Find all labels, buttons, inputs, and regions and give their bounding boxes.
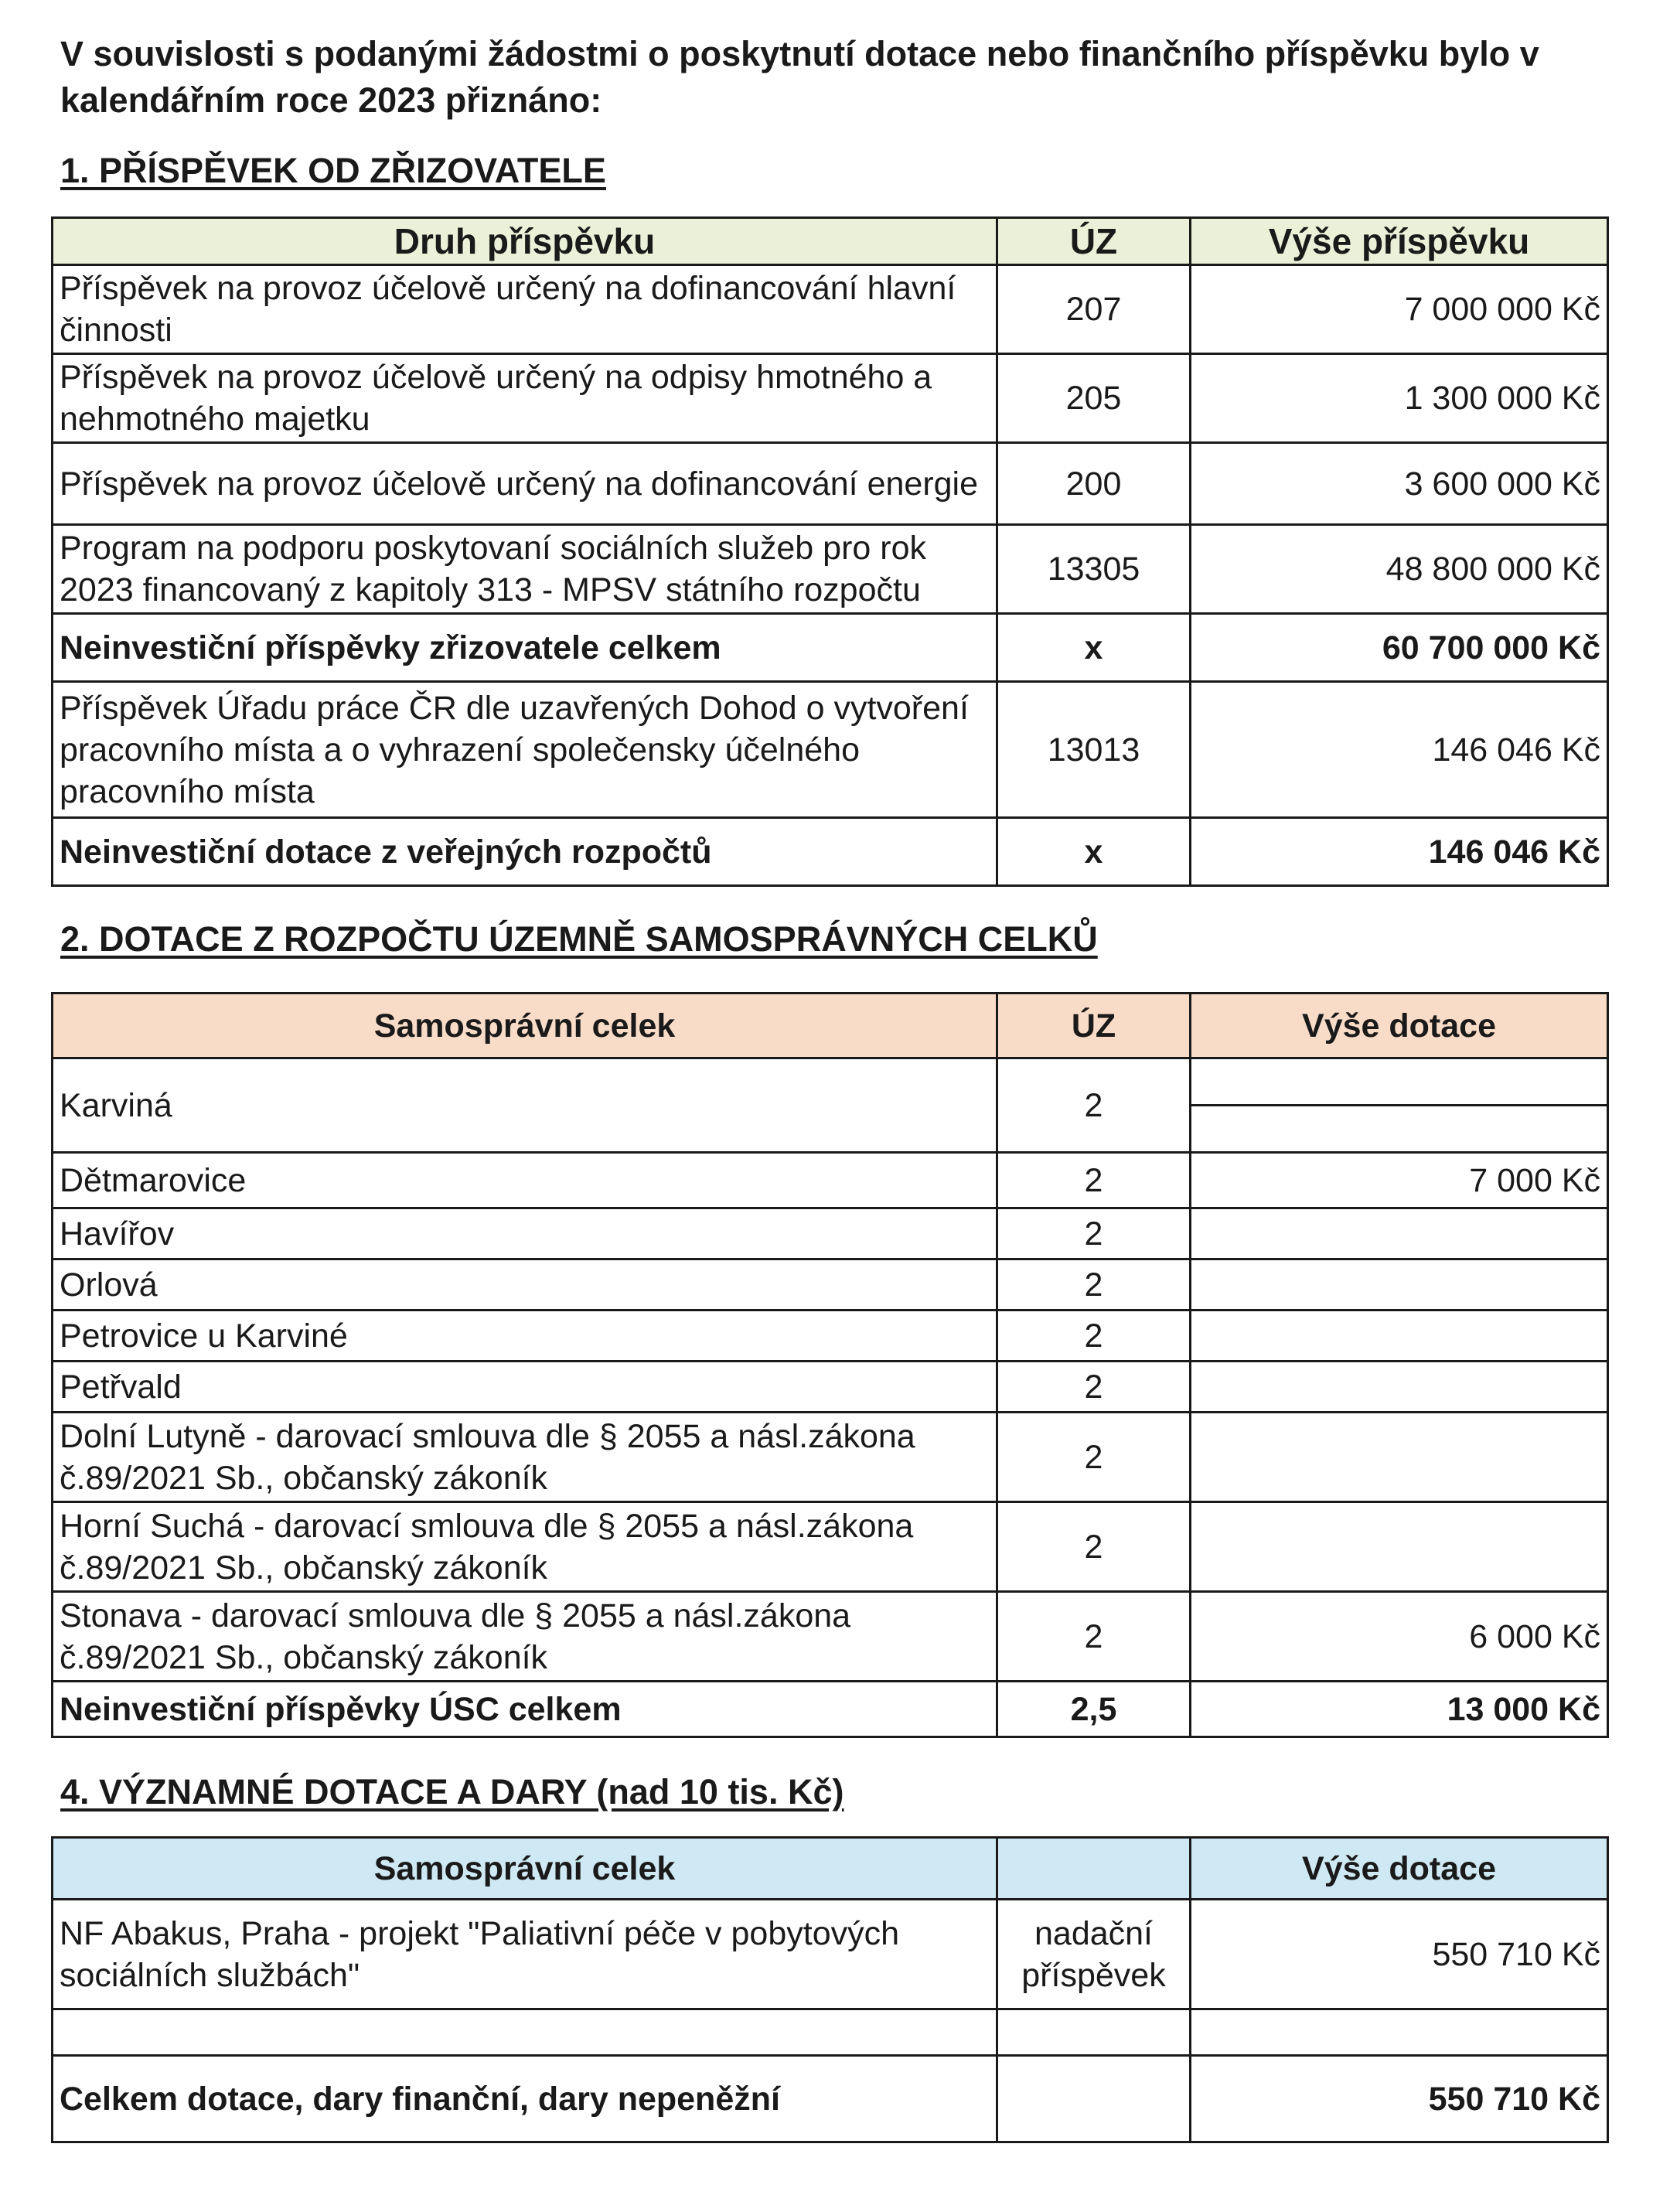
table-row xyxy=(53,1259,1608,1310)
table-row xyxy=(53,443,1608,525)
row-uz: 2 xyxy=(997,1058,1191,1153)
row-label: NF Abakus, Praha - projekt "Paliativní péče v pobytových sociálních službách" xyxy=(53,1900,997,2009)
row-uz: 2 xyxy=(997,1208,1191,1259)
column-header-type xyxy=(997,1838,1191,1900)
row-amount: 3 600 000 Kč xyxy=(1191,443,1608,525)
row-amount: 7 000 Kč xyxy=(1191,1153,1608,1208)
contributions-table xyxy=(51,216,1609,887)
table-row xyxy=(53,1058,1608,1153)
total-label: Neinvestiční dotace z veřejných rozpočtů xyxy=(53,818,997,886)
column-header-type: Druh příspěvku xyxy=(53,218,997,265)
row-amount: 146 046 Kč xyxy=(1191,682,1608,818)
table-row xyxy=(53,1208,1608,1259)
column-header-amount: Výše příspěvku xyxy=(1191,218,1608,265)
row-amount xyxy=(1191,1362,1608,1413)
row-label xyxy=(53,2009,997,2056)
section2-title: 2. DOTACE Z ROZPOČTU ÚZEMNĚ SAMOSPRÁVNÝCH CELKŮ xyxy=(60,919,1098,959)
section4-title: 4. VÝZNAMNÉ DOTACE A DARY (nad 10 tis. Kč) xyxy=(60,1772,844,1812)
significant-grants-table xyxy=(51,1836,1609,2143)
row-label: Dětmarovice xyxy=(53,1153,997,1208)
total-row xyxy=(53,1682,1608,1737)
row-uz: 2 xyxy=(997,1362,1191,1413)
row-amount xyxy=(1191,1208,1608,1259)
row-amount xyxy=(1191,1310,1608,1362)
subtotal-label: Neinvestiční příspěvky zřizovatele celkem xyxy=(53,614,997,682)
row-label: Horní Suchá - darovací smlouva dle § 2055 a násl.zákona č.89/2021 Sb., občanský zákoník xyxy=(53,1502,997,1592)
row-uz: 2 xyxy=(997,1592,1191,1682)
row-label: Příspěvek na provoz účelově určený na dofinancování hlavní činnosti xyxy=(53,265,997,354)
row-uz: 2 xyxy=(997,1413,1191,1502)
row-amount: 48 800 000 Kč xyxy=(1191,525,1608,614)
municipal-grants-table xyxy=(51,992,1609,1738)
total-uz: 2,5 xyxy=(997,1682,1191,1737)
total-row xyxy=(53,2056,1608,2142)
row-amount xyxy=(1191,1259,1608,1310)
table-row xyxy=(53,2009,1608,2056)
row-amount xyxy=(1191,1413,1608,1502)
row-label: Program na podporu poskytovaní sociálních služeb pro rok 2023 financovaný z kapitoly 313 - MPSV státního rozpočtu xyxy=(53,525,997,614)
total-label: Neinvestiční příspěvky ÚSC celkem xyxy=(53,1682,997,1737)
row-uz: 2 xyxy=(997,1259,1191,1310)
table-row xyxy=(53,1502,1608,1592)
row-label: Příspěvek Úřadu práce ČR dle uzavřených Dohod o vytvoření pracovního místa a o vyhrazení společensky účelného pracovního místa xyxy=(53,682,997,818)
row-uz: nadační příspěvek xyxy=(997,1900,1191,2009)
table-row xyxy=(53,1153,1608,1208)
row-uz: 200 xyxy=(997,443,1191,525)
column-header-uz: ÚZ xyxy=(997,994,1191,1058)
row-uz xyxy=(997,2009,1191,2056)
total-amount: 550 710 Kč xyxy=(1191,2056,1608,2142)
section1-title: 1. PŘÍSPĚVEK OD ZŘIZOVATELE xyxy=(60,151,606,190)
total-label: Celkem dotace, dary finanční, dary nepeněžní xyxy=(53,2056,997,2142)
row-uz: 207 xyxy=(997,265,1191,354)
table-row xyxy=(53,265,1608,354)
table-row xyxy=(53,1362,1608,1413)
subtotal-uz: x xyxy=(997,614,1191,682)
table-row xyxy=(53,682,1608,818)
row-amount: 550 710 Kč xyxy=(1191,1900,1608,2009)
row-amount: 7 000 000 Kč xyxy=(1191,265,1608,354)
row-amount: 1 300 000 Kč xyxy=(1191,354,1608,443)
table-row xyxy=(53,1413,1608,1502)
row-uz: 13305 xyxy=(997,525,1191,614)
table-row xyxy=(53,1592,1608,1682)
column-header-entity: Samosprávní celek xyxy=(53,1838,997,1900)
column-header-entity: Samosprávní celek xyxy=(53,994,997,1058)
row-uz: 2 xyxy=(997,1310,1191,1362)
row-amount xyxy=(1191,1502,1608,1592)
row-label: Dolní Lutyně - darovací smlouva dle § 2055 a násl.zákona č.89/2021 Sb., občanský zákoník xyxy=(53,1413,997,1502)
row-amount xyxy=(1191,2009,1608,2056)
row-label: Orlová xyxy=(53,1259,997,1310)
intro-text: V souvislosti s podanými žádostmi o poskytnutí dotace nebo finančního příspěvku bylo v kalendářním roce 2023 přiznáno: xyxy=(60,34,1539,120)
row-label: Petřvald xyxy=(53,1362,997,1413)
row-uz: 2 xyxy=(997,1502,1191,1592)
amount-cell-lower xyxy=(1191,1104,1607,1151)
total-uz: x xyxy=(997,818,1191,886)
row-amount xyxy=(1191,1058,1608,1153)
table-row xyxy=(53,1900,1608,2009)
row-label: Karviná xyxy=(53,1058,997,1153)
row-label: Havířov xyxy=(53,1208,997,1259)
row-label: Příspěvek na provoz účelově určený na odpisy hmotného a nehmotného majetku xyxy=(53,354,997,443)
total-amount: 13 000 Kč xyxy=(1191,1682,1608,1737)
row-label: Petrovice u Karviné xyxy=(53,1310,997,1362)
row-label: Příspěvek na provoz účelově určený na dofinancování energie xyxy=(53,443,997,525)
table-header-row xyxy=(53,994,1608,1058)
table-row xyxy=(53,1310,1608,1362)
table-header-row xyxy=(53,218,1608,265)
subtotal-amount: 60 700 000 Kč xyxy=(1191,614,1608,682)
column-header-uz: ÚZ xyxy=(997,218,1191,265)
column-header-amount: Výše dotace xyxy=(1191,994,1608,1058)
amount-cell-upper xyxy=(1191,1059,1607,1104)
table-row xyxy=(53,525,1608,614)
row-amount: 6 000 Kč xyxy=(1191,1592,1608,1682)
total-uz xyxy=(997,2056,1191,2142)
total-amount: 146 046 Kč xyxy=(1191,818,1608,886)
row-uz: 13013 xyxy=(997,682,1191,818)
column-header-amount: Výše dotace xyxy=(1191,1838,1608,1900)
row-label: Stonava - darovací smlouva dle § 2055 a násl.zákona č.89/2021 Sb., občanský zákoník xyxy=(53,1592,997,1682)
row-uz: 2 xyxy=(997,1153,1191,1208)
table-header-row xyxy=(53,1838,1608,1900)
subtotal-row xyxy=(53,614,1608,682)
row-uz: 205 xyxy=(997,354,1191,443)
table-row xyxy=(53,354,1608,443)
total-row xyxy=(53,818,1608,886)
